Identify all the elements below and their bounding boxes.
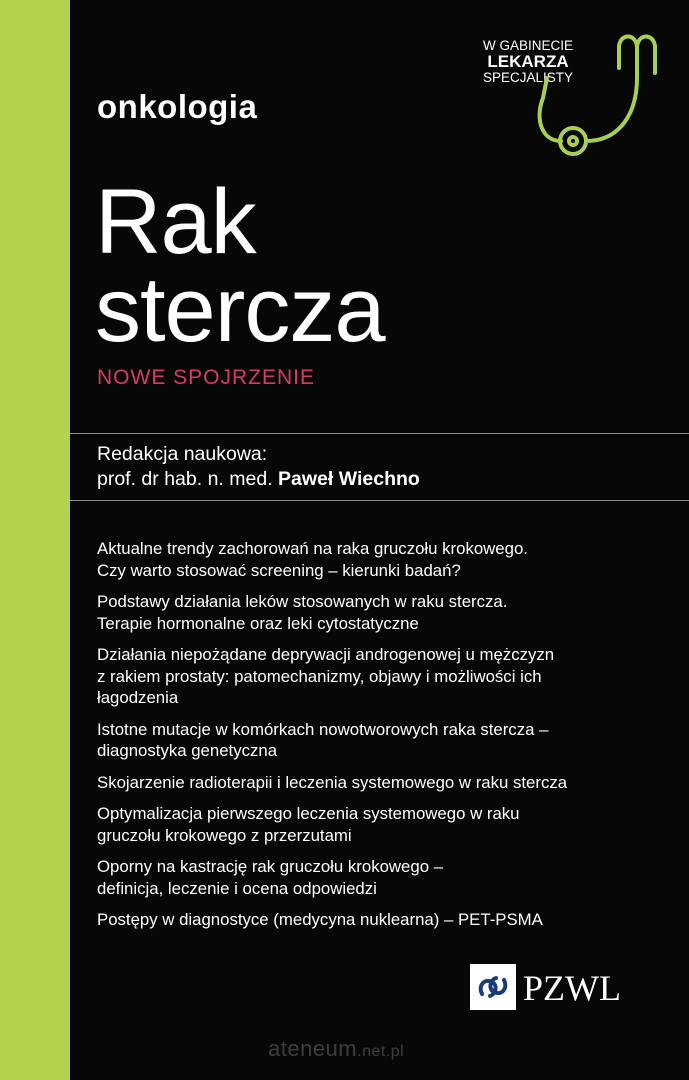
editor-name: Paweł Wiechno	[278, 468, 420, 490]
publisher-logo	[470, 964, 620, 1010]
toc-item: Skojarzenie radioterapii i leczenia systemowego w raku stercza	[97, 772, 568, 792]
badge-line-3: SPECJALISTY	[483, 70, 574, 85]
toc-item: Oporny na kastrację rak gruczołu krokowego – definicja, leczenie i ocena odpowiedzi	[97, 857, 444, 898]
toc-item: Aktualne trendy zachorowań na raka gruczołu krokowego. Czy warto stosować screening – kierunki badań?	[97, 539, 528, 580]
pzwl-logo-icon	[470, 964, 516, 1010]
editor-label: Redakcja naukowa:	[97, 443, 268, 465]
editor-block	[97, 442, 420, 492]
toc-item: Istotne mutacje w komórkach nowotworowych raka stercza – diagnostyka genetyczna	[97, 719, 549, 760]
main-title-line-2: stercza	[95, 259, 385, 361]
publisher-name: PZWL	[523, 968, 621, 1008]
badge-line-1: W GABINECIE	[483, 38, 574, 53]
badge-line-2: LEKARZA	[487, 52, 569, 71]
main-title-line-1: Rak	[95, 171, 256, 273]
left-color-stripe	[0, 0, 70, 1080]
main-title	[95, 171, 385, 361]
watermark-suffix: .net.pl	[357, 1043, 405, 1060]
editor-degree: prof. dr hab. n. med.	[97, 468, 273, 490]
toc-item: Postępy w diagnostyce (medycyna nuklearna) – PET-PSMA	[97, 910, 543, 929]
series-title: onkologia	[97, 88, 258, 125]
watermark	[268, 1036, 404, 1062]
watermark-main: ateneum	[268, 1036, 358, 1061]
editor-credit	[97, 467, 420, 492]
subtitle: NOWE SPOJRZENIE	[97, 366, 316, 389]
divider-top	[70, 433, 689, 434]
stethoscope-icon	[525, 18, 665, 168]
toc-item: Podstawy działania leków stosowanych w raku stercza. Terapie hormonalne oraz leki cytostatyczne	[97, 592, 508, 633]
toc-item: Optymalizacja pierwszego leczenia systemowego w raku gruczołu krokowego z przerzutami	[97, 804, 520, 845]
table-of-contents	[97, 538, 677, 941]
divider-bottom	[70, 500, 689, 501]
toc-item: Działania niepożądane deprywacji androgenowej u mężczyzn z rakiem prostaty: patomechanizmy, objawy i możliwości ich łagodzenia	[97, 645, 555, 707]
